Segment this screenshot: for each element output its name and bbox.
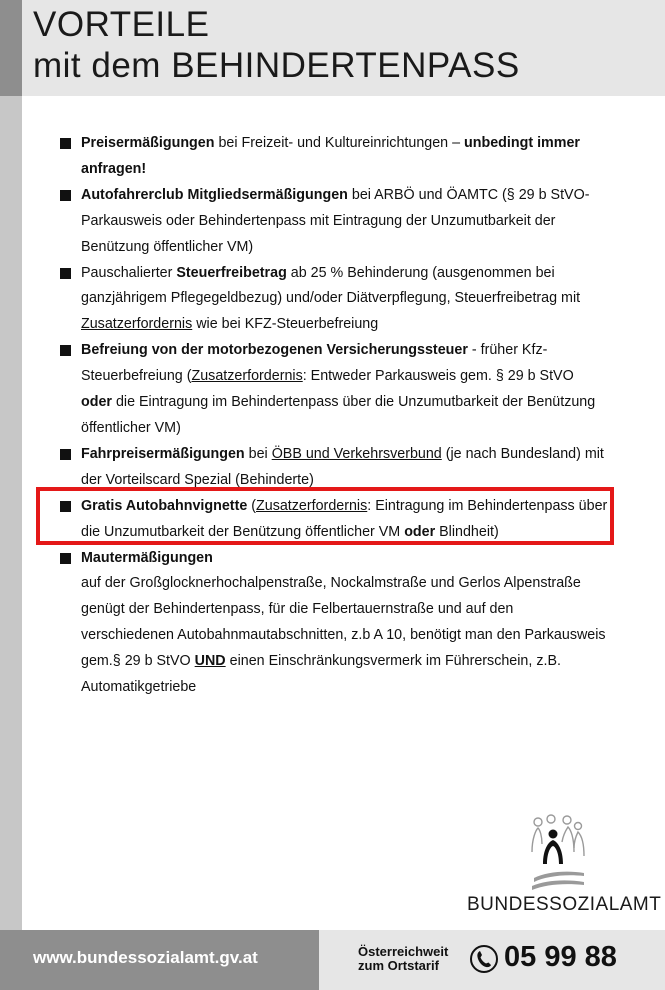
footer-tariff-note: [358, 945, 448, 973]
item-heading: Autofahrerclub Mitgliedsermäßigungen: [81, 186, 348, 203]
phone-number[interactable]: 05 99 88: [504, 941, 617, 973]
people-group-icon: [528, 812, 588, 892]
tariff-note-line-1: Österreichweit: [358, 944, 449, 959]
item-heading: Steuerfreibetrag: [176, 264, 287, 281]
item-text: bei ARBÖ und ÖAMTC (§ 29 b StVO-Parkausweis oder Behindertenpass mit Eintragung der Unzumutbarkeit der Benützung öffentlicher VM): [81, 186, 590, 255]
footer: [0, 930, 665, 990]
item-emphasis: oder: [81, 394, 112, 411]
list-item-preisermaessigungen: [58, 131, 608, 183]
item-text: wie bei KFZ-Steuerbefreiung: [192, 316, 379, 333]
title-line-2: mit dem BEHINDERTENPASS: [33, 46, 520, 85]
zusatzerfordernis-link[interactable]: Zusatzerfordernis: [81, 316, 193, 333]
item-text: die Eintragung im Behindertenpass über die Unzumutbarkeit der Benützung öffentlicher VM): [81, 394, 596, 436]
list-item-autofahrerclub: [58, 183, 608, 261]
page-title: [33, 4, 520, 86]
item-text: bei: [244, 445, 272, 462]
list-item-mautermaessigungen: [58, 546, 608, 701]
title-line-1: VORTEILE: [33, 5, 210, 44]
item-heading: Fahrpreisermäßigungen: [81, 445, 245, 462]
list-item-fahrpreisermaessigungen: [58, 442, 608, 494]
logo-text: BUNDESSOZIALAMT: [467, 894, 662, 915]
benefits-list: [58, 131, 608, 701]
item-heading: Preisermäßigungen: [81, 135, 215, 151]
header: [0, 0, 665, 96]
item-text: ab 25 % Behinderung (ausgenommen bei ganzjährigem Pflegegeldbezug) und/oder Diätverpflegung, Steuerfreibetrag mit: [81, 264, 581, 307]
oebb-verkehrsverbund-link[interactable]: ÖBB und Verkehrsverbund: [271, 445, 442, 462]
item-emphasis: UND: [194, 653, 226, 670]
header-accent-bar: [0, 0, 22, 96]
item-text: : Eintragung im Behindertenpass über die Unzumutbarkeit der Benützung öffentlicher VM: [81, 497, 608, 540]
bullet-square-icon: [60, 345, 71, 356]
item-heading: Gratis Autobahnvignette: [81, 497, 248, 514]
bullet-square-icon: [60, 553, 71, 564]
phone-icon: [469, 944, 499, 974]
item-text: einen Einschränkungsvermerk im Führerschein, z.B. Automatikgetriebe: [81, 653, 561, 696]
item-text: (: [247, 497, 257, 514]
bullet-square-icon: [60, 190, 71, 201]
item-emphasis: unbedingt immer anfragen!: [81, 135, 580, 177]
footer-phone-panel: [319, 930, 665, 990]
list-item-versicherungssteuer: [58, 338, 608, 442]
item-text: Blindheit): [435, 523, 499, 540]
item-text: - früher Kfz-Steuerbefreiung (: [81, 342, 548, 385]
item-text: bei Freizeit- und Kultureinrichtungen –: [214, 135, 465, 151]
left-side-strip: [0, 96, 22, 930]
tariff-note-line-2: zum Ortstarif: [358, 958, 439, 973]
website-link[interactable]: www.bundessozialamt.gv.at: [33, 948, 258, 967]
item-heading: Mautermäßigungen: [81, 549, 213, 566]
item-text: auf der Großglocknerhochalpenstraße, Nockalmstraße und Gerlos Alpenstraße genügt der Behindertenpass, für die Felbertauernstraße und auf den verschiedenen Autobahnmautabschnitten, z.b A 10, benötigt man den Parkausweis gem.§ 29 b StVO: [81, 575, 606, 670]
highlight-box: [36, 487, 614, 545]
item-text: Pauschalierter: [81, 264, 177, 281]
zusatzerfordernis-link[interactable]: Zusatzerfordernis: [191, 368, 303, 385]
footer-url-panel: [0, 930, 319, 990]
bullet-square-icon: [60, 449, 71, 460]
item-text: : Entweder Parkausweis gem. § 29 b StVO: [302, 368, 574, 385]
list-item-steuerfreibetrag: [58, 261, 608, 339]
item-heading: Befreiung von der motorbezogenen Versicherungssteuer: [81, 342, 468, 359]
item-emphasis: oder: [404, 523, 436, 540]
bundessozialamt-logo: [464, 812, 662, 922]
item-text: (je nach Bundesland) mit der Vorteilscard Spezial (Behinderte): [81, 445, 604, 488]
bullet-square-icon: [60, 268, 71, 279]
bullet-square-icon: [60, 138, 71, 149]
zusatzerfordernis-link[interactable]: Zusatzerfordernis: [256, 497, 368, 514]
